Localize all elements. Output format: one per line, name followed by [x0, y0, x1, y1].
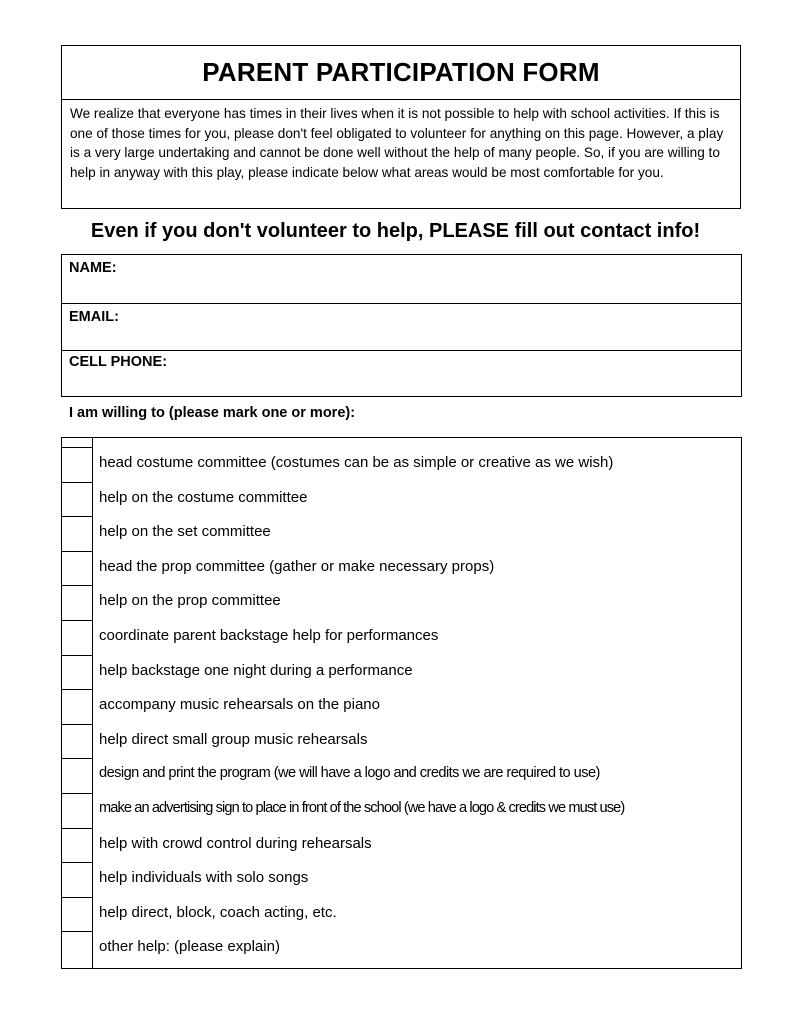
intro-text: We realize that everyone has times in their lives when it is not possible to help with school activities. If this is one of those times for you, please don't feel obligated to volunteer for anything on this page. However, a play is a very large undertaking and cannot be done well without the help of many people. So, if you are willing to help in anyway with this play, please indicate below what areas would be most comfortable for you. [70, 106, 724, 180]
list-item [62, 689, 741, 724]
option-label: head the prop committee (gather or make necessary props) [99, 557, 495, 575]
option-label: help on the costume committee [99, 488, 308, 506]
option-label: coordinate parent backstage help for performances [99, 626, 439, 644]
volunteer-options-list [61, 437, 742, 969]
option-label: help direct small group music rehearsals [99, 730, 368, 748]
list-item [62, 585, 741, 620]
option-checkbox[interactable] [62, 447, 92, 482]
option-checkbox[interactable] [62, 516, 92, 551]
option-label: design and print the program (we will have a logo and credits we are required to use) [99, 765, 600, 782]
option-checkbox[interactable] [62, 724, 92, 759]
cell-phone-label: CELL PHONE: [69, 354, 168, 370]
option-checkbox[interactable] [62, 551, 92, 586]
list-item [62, 482, 741, 517]
page-title: PARENT PARTICIPATION FORM [62, 46, 740, 100]
list-item [62, 551, 741, 586]
list-item [62, 931, 741, 966]
contact-info-box [61, 254, 742, 397]
list-item [62, 862, 741, 897]
cell-phone-field[interactable] [62, 351, 741, 396]
list-item [62, 516, 741, 551]
option-label: help on the prop committee [99, 592, 281, 610]
option-checkbox[interactable] [62, 897, 92, 932]
option-checkbox[interactable] [62, 793, 92, 828]
name-label: NAME: [69, 260, 117, 276]
list-item [62, 828, 741, 863]
option-checkbox[interactable] [62, 828, 92, 863]
option-label: help direct, block, coach acting, etc. [99, 903, 337, 921]
option-checkbox[interactable] [62, 862, 92, 897]
option-checkbox[interactable] [62, 482, 92, 517]
form-header [61, 45, 741, 209]
option-checkbox[interactable] [62, 620, 92, 655]
option-label: accompany music rehearsals on the piano [99, 696, 380, 714]
contact-heading: Even if you don't volunteer to help, PLEASE fill out contact info! [90, 220, 701, 242]
option-checkbox[interactable] [62, 758, 92, 793]
option-label: help backstage one night during a performance [99, 661, 413, 679]
option-label: head costume committee (costumes can be as simple or creative as we wish) [99, 454, 614, 471]
option-checkbox[interactable] [62, 585, 92, 620]
willing-heading: I am willing to (please mark one or more): [69, 405, 356, 421]
email-field[interactable] [62, 304, 741, 351]
list-item [62, 793, 741, 828]
option-checkbox[interactable] [62, 689, 92, 724]
option-label: make an advertising sign to place in front of the school (we have a logo & credits we must use) [99, 799, 625, 816]
option-label: help on the set committee [99, 523, 271, 541]
option-label: help with crowd control during rehearsals [99, 834, 372, 852]
list-item [62, 724, 741, 759]
option-label: other help: (please explain) [99, 938, 280, 956]
option-checkbox[interactable] [62, 655, 92, 690]
email-label: EMAIL: [69, 309, 119, 325]
option-label: help individuals with solo songs [99, 869, 309, 887]
list-item [62, 655, 741, 690]
list-item [62, 897, 741, 932]
list-item [62, 620, 741, 655]
list-item [62, 758, 741, 793]
name-field[interactable] [62, 255, 741, 304]
option-checkbox[interactable] [62, 931, 92, 966]
list-item [62, 447, 741, 482]
